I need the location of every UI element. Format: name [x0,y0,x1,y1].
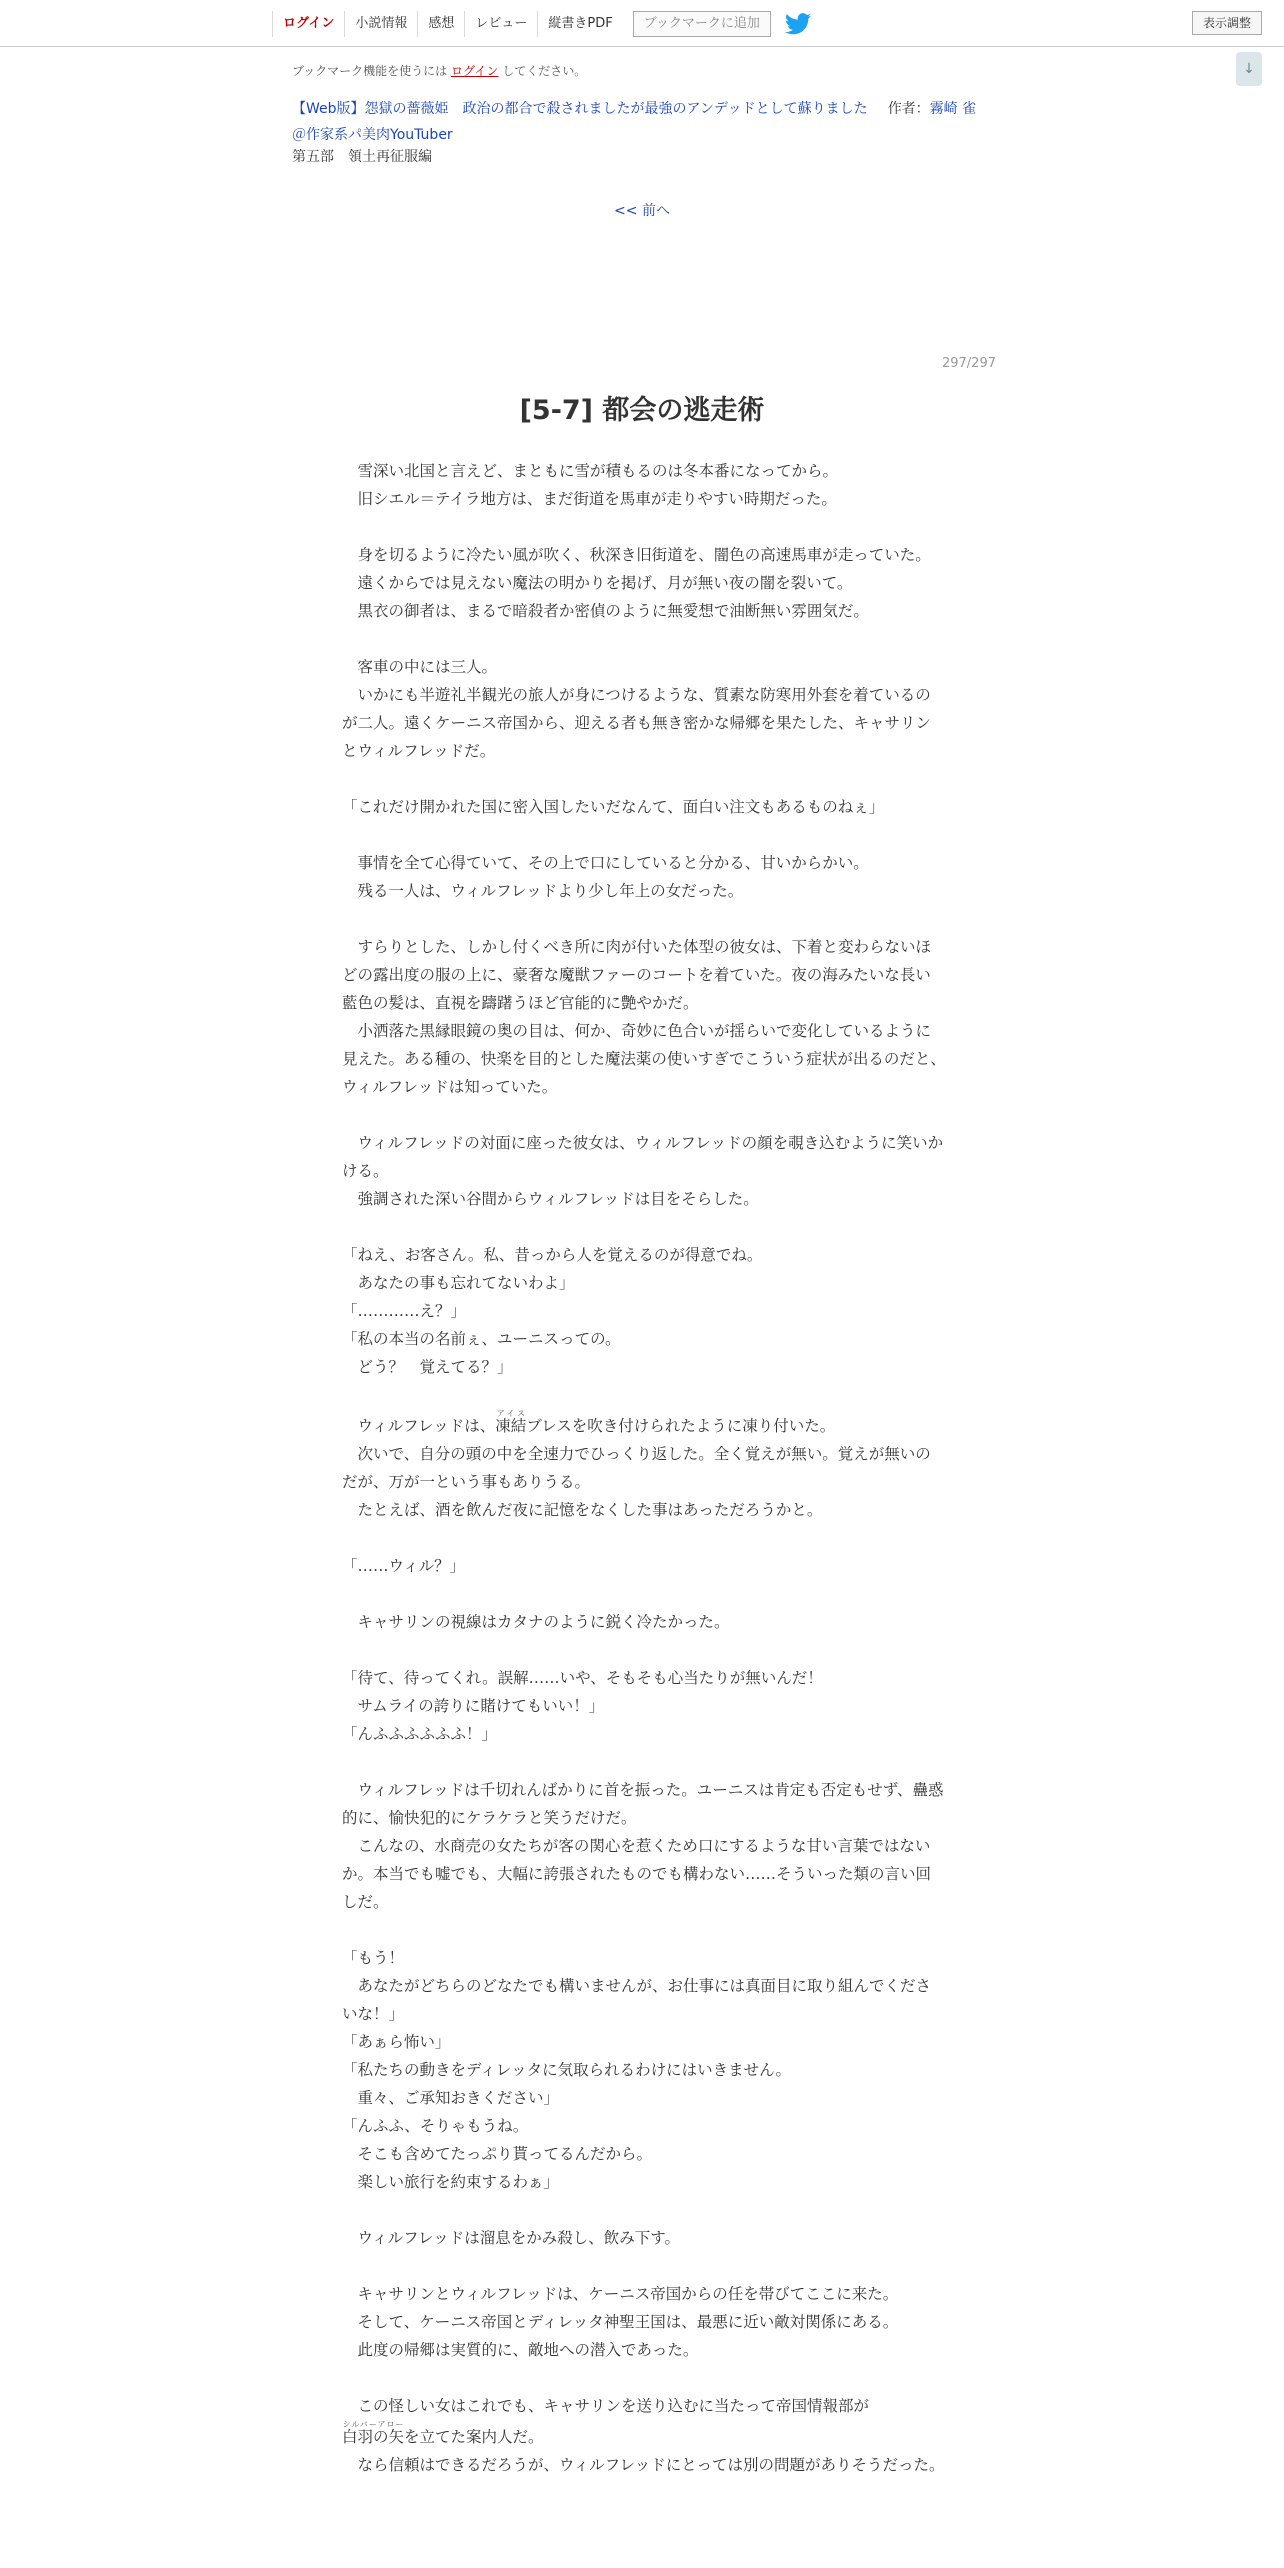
body-line: たとえば、酒を飲んだ夜に記憶をなくした事はあっただろうかと。 [342,1501,823,1519]
nav-review-link[interactable]: レビュー [464,11,537,37]
body-line: あなたがどちらのどなたでも構いませんが、お仕事には真面目に取り組んでくださいな！」 [342,1977,932,2023]
body-line: 黒衣の御者は、まるで暗殺者か密偵のように無愛想で油断無い雰囲気だ。 [342,602,869,620]
body-line-ruby-ice [342,1409,946,1440]
body-line: 強調された深い谷間からウィルフレッドは目をそらした。 [342,1190,759,1208]
blank-line [342,821,946,849]
body-line: 客車の中には三人。 [342,658,498,676]
body-line: キャサリンの視線はカタナのように鋭く冷たかった。 [342,1613,730,1631]
bookmark-note-after: してください。 [502,64,587,78]
body-line: 残る一人は、ウィルフレッドより少し年上の女だった。 [342,882,744,900]
page-counter: 297/297 [941,356,996,371]
body-line: 「これだけ開かれた国に密入国したいだなんて、面白い注文もあるものねぇ」 [342,798,885,816]
body-line: 旧シエル＝テイラ地方は、まだ街道を馬車が走りやすい時期だった。 [342,490,837,508]
body-line: 雪深い北国と言えど、まともに雪が積もるのは冬本番になってから。 [342,462,839,480]
blank-line [342,905,946,933]
body-line: キャサリンとウィルフレッドは、ケーニス帝国からの任を帯びてここに来た。 [342,2285,899,2303]
blank-line [342,2364,946,2392]
body-line: 身を切るように冷たい風が吹く、秋深き旧街道を、闇色の高速馬車が走っていた。 [342,546,931,564]
body-line: そこも含めてたっぷり貰ってるんだから。 [342,2145,653,2163]
body-line: 「私の本当の名前ぇ、ユーニスっての。 [342,1330,621,1348]
ruby-arrow [342,2420,405,2446]
scroll-down-button[interactable]: ↓ [1236,52,1262,86]
bookmark-note-before: ブックマーク機能を使うには [292,64,448,78]
blank-line [342,1381,946,1409]
ruby-arrow-base: 白羽の矢 [342,2428,405,2446]
blank-line [342,1636,946,1664]
novel-title-line [292,96,1012,122]
body-line: こんなの、水商売の女たちが客の関心を惹くため口にするような甘い言葉ではないか。本当でも嘘でも、大幅に誇張されたものでも構わない……そういった類の言い回しだ。 [342,1837,932,1911]
ruby-line-after: を立てた案内人だ。 [404,2428,544,2446]
chapter-label: 第五部 領土再征服編 [292,149,432,165]
body-line: すらりとした、しかし付くべき所に肉が付いた体型の彼女は、下着と変わらないほどの露出度の服の上に、豪奢な魔獣ファーのコートを着ていた。夜の海みたいな長い藍色の髪は、直視を躊躇うほど官能的に艶やかだ。 [342,938,932,1012]
body-line: 「んふふふふふふ！」 [342,1725,498,1743]
body-line: 「もう！ [342,1949,405,1967]
nav-login-link[interactable]: ログイン [272,11,344,37]
body-line: 「私たちの動きをディレッタに気取られるわけにはいきません。 [342,2061,792,2079]
blank-line [342,625,946,653]
prev-page-link[interactable]: << 前へ [614,203,670,219]
body-line: ウィルフレッドは溜息をかみ殺し、飲み下す。 [342,2229,681,2247]
nav-impressions-link[interactable]: 感想 [417,11,464,37]
blank-line [342,2252,946,2280]
top-header-bar [0,0,1284,47]
twitter-icon[interactable] [785,13,811,35]
novel-body-text [342,457,946,2479]
blank-line [342,765,946,793]
body-line: 「ねえ、お客さん。私、昔っから人を覚えるのが得意でね。 [342,1246,763,1264]
body-line: ウィルフレッドは千切れんばかりに首を振った。ユーニスは肯定も否定もせず、蠱惑的に、愉快犯的にケラケラと笑うだけだ。 [342,1781,944,1827]
blank-line [342,1580,946,1608]
body-line: 「待て、待ってくれ。誤解……いや、そもそも心当たりが無いんだ！ [342,1669,823,1687]
body-line: ウィルフレッドの対面に座った彼女は、ウィルフレッドの顔を覗き込むように笑いかける。 [342,1134,944,1180]
blank-line [342,1101,946,1129]
body-line: 重々、ご承知おきください」 [342,2089,560,2107]
body-line: 「……ウィル？」 [342,1557,466,1575]
author-label: 作者： [887,101,930,117]
ruby-line-before: ウィルフレッドは、 [342,1417,496,1435]
bookmark-login-link[interactable]: ログイン [451,64,499,78]
blank-line [342,1213,946,1241]
blank-line [342,1524,946,1552]
ruby-ice [495,1409,527,1435]
body-line: 事情を全て心得ていて、その上で口にしていると分かる、甘いからかい。 [342,854,869,872]
nav-vertical-pdf-link[interactable]: 縦書きPDF [537,11,622,37]
body-line-ruby-arrow [342,2420,946,2451]
body-line: この怪しい女はこれでも、キャサリンを送り込むに当たって帝国情報部が [342,2397,870,2415]
ruby-arrow-reading: シルバーアロー [342,2420,404,2429]
body-line: どう？ 覚えてる？」 [342,1358,513,1376]
body-line: 小洒落た黒縁眼鏡の奥の目は、何か、奇妙に色合いが揺らいで変化しているように見えた。ある種の、快楽を目的とした魔法薬の使いすぎでこういう症状が出るのだと、ウィルフレッドは知っていた。 [342,1022,946,1096]
blank-line [342,513,946,541]
ruby-ice-reading: アイス [495,1409,527,1418]
body-line: サムライの誇りに賭けてもいい！」 [342,1697,605,1715]
body-line: 次いで、自分の頭の中を全速力でひっくり返した。全く覚えが無い。覚えが無いのだが、万が一という事もありうる。 [342,1445,931,1491]
author-sub-link[interactable]: ＠作家系パ美肉YouTuber [292,127,453,143]
nav-novel-info-link[interactable]: 小説情報 [344,11,417,37]
body-line: いかにも半遊礼半観光の旅人が身につけるような、質素な防寒用外套を着ているのが二人。遠くケーニス帝国から、迎える者も無き密かな帰郷を果たした、キャサリンとウィルフレッドだ。 [342,686,932,760]
body-line: 「…………え？」 [342,1302,467,1320]
episode-title: [5-7] 都会の逃走術 [519,395,765,426]
body-line: あなたの事も忘れてないわよ」 [342,1274,575,1292]
blank-line [342,1916,946,1944]
body-line: そして、ケーニス帝国とディレッタ神聖王国は、最悪に近い敵対関係にある。 [342,2313,899,2331]
blank-line [342,2196,946,2224]
ruby-ice-base: 凍結 [495,1417,527,1435]
body-line: 「あぁら怖い」 [342,2033,451,2051]
blank-line [342,1748,946,1776]
display-settings-button[interactable]: 表示調整 [1192,11,1262,35]
body-line: 此度の帰郷は実質的に、敵地への潜入であった。 [342,2341,699,2359]
body-line: なら信頼はできるだろうが、ウィルフレッドにとっては別の問題がありそうだった。 [342,2456,945,2474]
add-bookmark-button[interactable]: ブックマークに追加 [633,11,771,37]
body-line: 楽しい旅行を約束するわぁ」 [342,2173,559,2191]
body-line: 遠くからでは見えない魔法の明かりを掲げ、月が無い夜の闇を裂いて。 [342,574,853,592]
author-link[interactable]: 霧崎 雀 [929,101,977,117]
novel-title-link[interactable]: 【Web版】怨獄の薔薇姫 政治の都合で殺されましたが最強のアンデッドとして蘇りました [292,101,868,117]
body-line: 「んふふ、そりゃもうね。 [342,2117,529,2135]
bookmark-login-note [292,62,586,79]
header-nav [272,10,811,38]
ruby-line-after: ブレスを吹き付けられたように凍り付いた。 [526,1417,836,1435]
